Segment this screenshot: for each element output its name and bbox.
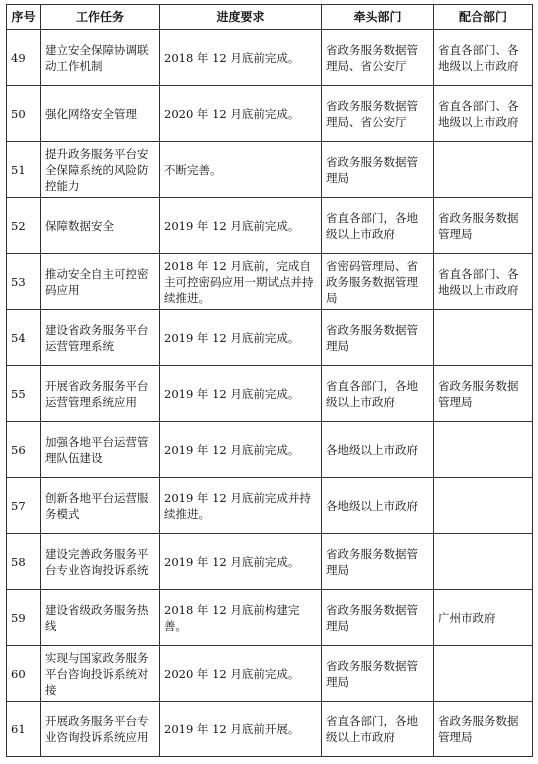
cell-task: 开展政务服务平台专业咨询投诉系统应用 (41, 702, 160, 757)
cell-requirement: 2018 年 12 月底前，完成自主可控密码应用一期试点并持续推进。 (160, 254, 322, 310)
cell-requirement: 2019 年 12 月底前完成。 (160, 310, 322, 366)
cell-number: 50 (7, 86, 41, 142)
table-row (7, 198, 533, 254)
cell-cooperating-department: 省政务服务数据管理局 (434, 198, 533, 254)
cell-cooperating-department: 省直各部门、各地级以上市政府 (434, 86, 533, 142)
cell-cooperating-department: 省政务服务数据管理局 (434, 702, 533, 757)
cell-requirement: 2019 年 12 月底前完成。 (160, 366, 322, 422)
cell-lead-department: 省政务服务数据管理局 (322, 310, 434, 366)
cell-lead-department: 各地级以上市政府 (322, 478, 434, 534)
cell-task: 推动安全自主可控密码应用 (41, 254, 160, 310)
cell-number: 59 (7, 590, 41, 646)
cell-cooperating-department: 省直各部门、各地级以上市政府 (434, 254, 533, 310)
cell-requirement: 2019 年 12 月底前开展。 (160, 702, 322, 757)
cell-requirement: 2020 年 12 月底前完成。 (160, 646, 322, 702)
cell-lead-department: 省政务服务数据管理局 (322, 534, 434, 590)
cell-lead-department: 省政务服务数据管理局 (322, 646, 434, 702)
cell-requirement: 2019 年 12 月底前完成。 (160, 422, 322, 478)
header-task: 工作任务 (41, 5, 160, 30)
cell-task: 加强各地平台运营管理队伍建设 (41, 422, 160, 478)
cell-cooperating-department (434, 534, 533, 590)
cell-number: 57 (7, 478, 41, 534)
table-row (7, 310, 533, 366)
cell-task: 建设省级政务服务热线 (41, 590, 160, 646)
cell-cooperating-department (434, 142, 533, 198)
cell-number: 60 (7, 646, 41, 702)
table-row (7, 254, 533, 310)
cell-number: 54 (7, 310, 41, 366)
cell-lead-department: 省政务服务数据管理局、省公安厅 (322, 86, 434, 142)
cell-task: 开展省政务服务平台运营管理系统应用 (41, 366, 160, 422)
cell-requirement: 2018 年 12 月底前完成。 (160, 30, 322, 86)
cell-lead-department: 各地级以上市政府 (322, 422, 434, 478)
header-requirement: 进度要求 (160, 5, 322, 30)
cell-number: 53 (7, 254, 41, 310)
cell-number: 56 (7, 422, 41, 478)
cell-cooperating-department: 省直各部门、各地级以上市政府 (434, 30, 533, 86)
cell-task: 提升政务服务平台安全保障系统的风险防控能力 (41, 142, 160, 198)
table-row (7, 534, 533, 590)
cell-cooperating-department (434, 422, 533, 478)
table-row (7, 86, 533, 142)
cell-lead-department: 省直各部门，各地级以上市政府 (322, 702, 434, 757)
cell-number: 58 (7, 534, 41, 590)
cell-cooperating-department (434, 310, 533, 366)
cell-lead-department: 省政务服务数据管理局 (322, 590, 434, 646)
cell-requirement: 2020 年 12 月底前完成。 (160, 86, 322, 142)
cell-task: 创新各地平台运营服务模式 (41, 478, 160, 534)
cell-number: 52 (7, 198, 41, 254)
cell-cooperating-department: 广州市政府 (434, 590, 533, 646)
cell-lead-department: 省直各部门，各地级以上市政府 (322, 366, 434, 422)
header-lead-department: 牵头部门 (322, 5, 434, 30)
cell-task: 保障数据安全 (41, 198, 160, 254)
task-table (6, 4, 533, 757)
cell-task: 建立安全保障协调联动工作机制 (41, 30, 160, 86)
cell-number: 51 (7, 142, 41, 198)
cell-requirement: 2019 年 12 月底前完成并持续推进。 (160, 478, 322, 534)
cell-lead-department: 省密码管理局、省政务服务数据管理局 (322, 254, 434, 310)
header-number: 序号 (7, 5, 41, 30)
cell-lead-department: 省政务服务数据管理局 (322, 142, 434, 198)
table-row (7, 646, 533, 702)
cell-task: 强化网络安全管理 (41, 86, 160, 142)
header-row (7, 5, 533, 30)
table-body (7, 30, 533, 757)
table-row (7, 478, 533, 534)
cell-number: 49 (7, 30, 41, 86)
cell-cooperating-department (434, 646, 533, 702)
cell-lead-department: 省政务服务数据管理局、省公安厅 (322, 30, 434, 86)
cell-cooperating-department (434, 478, 533, 534)
table-row (7, 366, 533, 422)
cell-task: 实现与国家政务服务平台咨询投诉系统对接 (41, 646, 160, 702)
cell-requirement: 不断完善。 (160, 142, 322, 198)
table-row (7, 422, 533, 478)
cell-cooperating-department: 省政务服务数据管理局 (434, 366, 533, 422)
cell-lead-department: 省直各部门，各地级以上市政府 (322, 198, 434, 254)
table-row (7, 702, 533, 757)
table-row (7, 30, 533, 86)
cell-number: 61 (7, 702, 41, 757)
cell-requirement: 2018 年 12 月底前构建完善。 (160, 590, 322, 646)
cell-task: 建设完善政务服务平台专业咨询投诉系统 (41, 534, 160, 590)
cell-number: 55 (7, 366, 41, 422)
cell-requirement: 2019 年 12 月底前完成。 (160, 198, 322, 254)
table-row (7, 590, 533, 646)
table-row (7, 142, 533, 198)
header-cooperating-department: 配合部门 (434, 5, 533, 30)
table-header (7, 5, 533, 30)
cell-requirement: 2019 年 12 月底前完成。 (160, 534, 322, 590)
cell-task: 建设省政务服务平台运营管理系统 (41, 310, 160, 366)
